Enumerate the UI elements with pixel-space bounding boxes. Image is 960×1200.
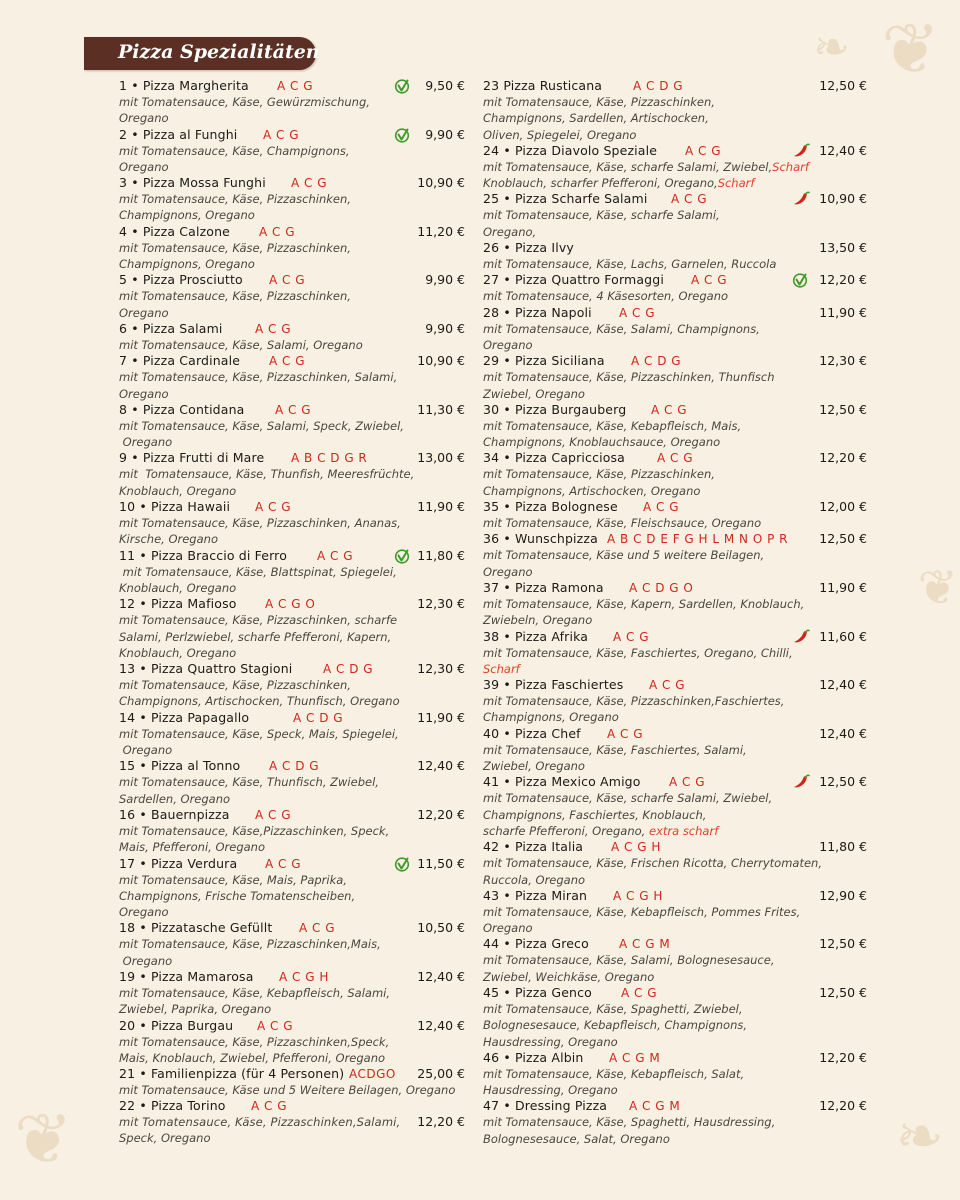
- menu-item: [119, 402, 465, 451]
- price: 12,50 €: [819, 401, 867, 417]
- pizza-name: 42 • Pizza Italia: [483, 839, 584, 855]
- allergen-codes: A C G: [317, 548, 354, 563]
- menu-item: [483, 629, 867, 678]
- price: 12,30 €: [417, 596, 465, 612]
- pizza-name: 14 • Pizza Papagallo: [119, 709, 250, 725]
- menu-item: [119, 710, 465, 759]
- menu-item-header: [119, 1018, 465, 1034]
- menu-item: [483, 1050, 867, 1099]
- spicy-label: Scharf: [772, 159, 809, 174]
- pizza-description: mit Tomatensauce, Käse, Fleischsauce, Oregano: [483, 516, 762, 531]
- menu-item-header: [119, 127, 465, 143]
- allergen-codes: A C D G: [323, 662, 374, 677]
- pizza-description: mit Tomatensauce, Käse, Pizzaschinken,Mais, Oregano: [119, 937, 381, 968]
- vegetarian-icon: [393, 856, 413, 872]
- pizza-description: mit Tomatensauce, Käse, Kebapfleisch, Salat, Hausdressing, Oregano: [483, 1066, 745, 1098]
- pizza-description: mit Tomatensauce, Käse, Pizzaschinken, Salami, Oregano: [119, 370, 398, 401]
- pizza-description: mit Tomatensauce, Käse, Salami, Bolognesesauce, Zwiebel, Weichkäse, Oregano: [483, 953, 775, 984]
- pizza-description: mit Tomatensauce, Käse, scharfe Salami, Zwiebel, Champignons, Faschiertes, Knoblauch, scharfe Pfefferoni, Oregano, extra scharf: [483, 791, 773, 838]
- pizza-description: mit Tomatensauce, Käse, Frischen Ricotta, Cherrytomaten, Ruccola, Oregano: [483, 856, 822, 887]
- pizza-description: mit Tomatensauce, Käse, Pizzaschinken, Champignons, Artischocken, Thunfisch, Oregano: [119, 678, 400, 709]
- pizza-name: 19 • Pizza Mamarosa: [119, 968, 254, 984]
- menu-column-right: [483, 78, 867, 1147]
- menu-item: [483, 1098, 867, 1147]
- pizza-name: 28 • Pizza Napoli: [483, 304, 592, 320]
- allergen-codes: A C G: [269, 354, 306, 369]
- allergen-codes: A C D G: [633, 79, 684, 93]
- price: 12,50 €: [819, 936, 867, 952]
- pizza-description: mit Tomatensauce, Käse und 5 Weitere Beilagen, Oregano: [119, 1083, 456, 1098]
- pizza-description: mit Tomatensauce, Käse, scharfe Salami, Zwiebel,Scharf Knoblauch, scharfer Pfefferoni, Oregano,Scharf: [483, 159, 809, 191]
- ornament-top-right: ❦: [881, 8, 940, 90]
- price: 9,50 €: [425, 78, 465, 93]
- menu-item-header: [483, 677, 867, 693]
- menu-item-header: [483, 78, 867, 94]
- price: 12,20 €: [819, 1098, 867, 1114]
- menu-item-header: [483, 936, 867, 952]
- pizza-description: mit Tomatensauce, Käse, Thunfisch, Zwiebel, Sardellen, Oregano: [119, 775, 379, 806]
- menu-item-header: [483, 305, 867, 321]
- price: 9,90 €: [425, 126, 465, 142]
- allergen-codes: A C D G O: [629, 580, 694, 595]
- pizza-name: 34 • Pizza Capricciosa: [483, 450, 625, 466]
- pizza-name: 24 • Pizza Diavolo Speziale: [483, 142, 658, 158]
- menu-item: [119, 596, 465, 661]
- price: 11,80 €: [417, 547, 465, 563]
- allergen-codes: A C G: [275, 402, 312, 417]
- allergen-codes: ACDGO: [349, 1067, 396, 1082]
- menu-item: [483, 888, 867, 937]
- pizza-name: 39 • Pizza Faschiertes: [483, 677, 624, 693]
- menu-item: [119, 450, 465, 499]
- menu-item-header: [483, 839, 867, 855]
- price: 11,30 €: [417, 401, 465, 417]
- allergen-codes: A C G: [251, 1099, 288, 1114]
- menu-item-header: [119, 450, 465, 466]
- allergen-codes: A C G: [257, 1018, 294, 1033]
- pizza-name: 9 • Pizza Frutti di Mare: [119, 450, 265, 466]
- pizza-description: mit Tomatensauce, Käse und 5 weitere Beilagen, Oregano: [483, 548, 765, 579]
- price: 11,60 €: [819, 628, 867, 644]
- menu-item: [119, 1098, 465, 1114]
- allergen-codes: A C G: [299, 921, 336, 936]
- menu-item-header: [119, 710, 465, 726]
- menu-item: [483, 272, 867, 304]
- allergen-codes: A C G: [649, 678, 686, 693]
- menu-item: [483, 531, 867, 580]
- price: 12,40 €: [417, 968, 465, 984]
- allergen-codes: A C G: [263, 127, 300, 142]
- pizza-description: mit Tomatensauce, Käse, Champignons, Oregano: [119, 143, 350, 174]
- ornament-mid-right: ❦: [917, 560, 958, 616]
- allergen-codes: A C G: [671, 192, 708, 207]
- menu-item-header: [483, 353, 867, 369]
- pizza-description: mit Tomatensauce, Käse, Salami, Oregano: [119, 337, 363, 352]
- menu-item: [119, 78, 465, 127]
- pizza-description: Speck, Oregano: [119, 1131, 211, 1146]
- price: 12,40 €: [417, 758, 465, 774]
- menu-item: [119, 321, 465, 353]
- pizza-description: mit Tomatensauce, Käse, Blattspinat, Spiegelei, Knoblauch, Oregano: [119, 564, 397, 595]
- pizza-name: 40 • Pizza Chef: [483, 725, 581, 741]
- menu-item: [119, 661, 465, 710]
- price: 11,90 €: [417, 709, 465, 725]
- pizza-name: 20 • Pizza Burgau: [119, 1017, 234, 1033]
- price: 11,20 €: [417, 223, 465, 239]
- pizza-description: mit Tomatensauce, Käse, Pizzaschinken, Champignons, Artischocken, Oregano: [483, 467, 715, 498]
- allergen-codes: A C G: [643, 500, 680, 515]
- allergen-codes: A C G: [255, 500, 292, 515]
- pizza-name: 35 • Pizza Bolognese: [483, 499, 618, 515]
- menu-item: [119, 1066, 465, 1098]
- menu-item-header: [483, 531, 867, 547]
- allergen-codes: A C G: [691, 273, 728, 288]
- spicy-label: extra scharf: [649, 823, 719, 838]
- price: 12,20 €: [819, 450, 867, 466]
- price: 10,90 €: [417, 175, 465, 191]
- pizza-description: mit Tomatensauce, Käse, Pizzaschinken, Champignons, Sardellen, Artischocken, Oliven, Spiegelei, Oregano: [483, 95, 715, 142]
- pizza-name: 41 • Pizza Mexico Amigo: [483, 774, 641, 790]
- menu-item-header: [483, 191, 867, 207]
- menu-item-header: [119, 548, 465, 564]
- price: 12,20 €: [819, 272, 867, 288]
- pizza-description: mit Tomatensauce, Käse, Kapern, Sardellen, Knoblauch, Zwiebeln, Oregano: [483, 596, 805, 628]
- pizza-name: 43 • Pizza Miran: [483, 887, 588, 903]
- pizza-name: 3 • Pizza Mossa Funghi: [119, 175, 266, 191]
- allergen-codes: A C G: [255, 321, 292, 336]
- allergen-codes: A C G: [277, 79, 314, 93]
- price: 12,40 €: [819, 142, 867, 158]
- menu-item-header: [119, 321, 465, 337]
- menu-item: [119, 224, 465, 273]
- menu-item: [119, 499, 465, 548]
- menu-item-header: [119, 856, 465, 872]
- pizza-name: 22 • Pizza Torino: [119, 1098, 226, 1114]
- allergen-codes: A C G M: [619, 937, 671, 952]
- menu-item: [119, 175, 465, 224]
- price: 12,50 €: [819, 984, 867, 1000]
- ornament-bottom-left: ❦: [14, 1098, 73, 1180]
- menu-item-header: [119, 920, 465, 936]
- price: 9,90 €: [425, 320, 465, 336]
- price: 13,00 €: [417, 450, 465, 466]
- price: 13,50 €: [819, 240, 867, 256]
- price: 12,20 €: [819, 1049, 867, 1065]
- pizza-name: 37 • Pizza Ramona: [483, 579, 604, 595]
- pizza-name: 36 • Wunschpizza: [483, 531, 598, 547]
- pizza-description: mit Tomatensauce, Käse, Faschiertes, Oregano, Chilli, Scharf: [483, 645, 793, 676]
- allergen-codes: A C G: [619, 305, 656, 320]
- pizza-name: 11 • Pizza Braccio di Ferro: [119, 547, 287, 563]
- menu-item-header: [483, 450, 867, 466]
- ornament-top-right-2: ❧: [813, 22, 850, 73]
- price: 11,80 €: [819, 839, 867, 855]
- menu-item: [483, 936, 867, 985]
- pizza-name: 2 • Pizza al Funghi: [119, 126, 238, 142]
- menu-item-header: [483, 499, 867, 515]
- vegetarian-icon: [393, 548, 413, 564]
- price: 11,90 €: [819, 304, 867, 320]
- menu-item-header: [483, 272, 867, 288]
- price: 12,30 €: [819, 353, 867, 369]
- allergen-codes: A C G: [621, 985, 658, 1000]
- allergen-codes: A C D G: [631, 354, 682, 369]
- pizza-description: mit Tomatensauce, Käse,Pizzaschinken, Speck, Mais, Pfefferoni, Oregano: [119, 823, 390, 855]
- menu-item-header: [483, 985, 867, 1001]
- price: 25,00 €: [417, 1066, 465, 1082]
- menu-item: [483, 985, 867, 1050]
- pizza-description: mit Tomatensauce, Käse, Kebapfleisch, Mais, Champignons, Knoblauchsauce, Oregano: [483, 418, 742, 450]
- allergen-codes: A C G: [269, 273, 306, 288]
- pizza-name: 25 • Pizza Scharfe Salami: [483, 191, 648, 207]
- pizza-description: mit Tomatensauce, Käse, Pizzaschinken, scharfe Salami, Perlzwiebel, scharfe Pfefferoni, Kapern, Knoblauch, Oregano: [119, 613, 398, 660]
- pizza-name: 17 • Pizza Verdura: [119, 855, 238, 871]
- pizza-name: 18 • Pizzatasche Gefüllt: [119, 920, 273, 936]
- allergen-codes: A C G: [613, 629, 650, 644]
- allergen-codes: A C G: [259, 224, 296, 239]
- allergen-codes: A C G: [651, 402, 688, 417]
- price: 12,40 €: [819, 677, 867, 693]
- pizza-description: mit Tomatensauce, Käse, Salami, Champignons, Oregano: [483, 321, 760, 352]
- pizza-description: mit Tomatensauce, Käse, Thunfish, Meeresfrüchte, Knoblauch, Oregano: [119, 467, 415, 498]
- pizza-name: 38 • Pizza Afrika: [483, 628, 589, 644]
- menu-item: [119, 920, 465, 969]
- menu-item: [483, 305, 867, 354]
- menu-item: [483, 191, 867, 240]
- menu-item-header: [483, 1050, 867, 1066]
- menu-item: [119, 548, 465, 597]
- pizza-description: mit Tomatensauce, Käse, Speck, Mais, Spiegelei, Oregano: [119, 726, 399, 758]
- vegetarian-icon: [791, 272, 811, 288]
- allergen-codes: A C D G: [293, 710, 344, 725]
- menu-item-header: [119, 499, 465, 515]
- menu-item: [483, 450, 867, 499]
- allergen-codes: A C G: [607, 726, 644, 741]
- allergen-codes: A C G: [291, 176, 328, 191]
- allergen-codes: A C G M: [629, 1099, 681, 1114]
- pizza-name: 21 • Familienpizza (für 4 Personen): [119, 1066, 345, 1082]
- pizza-description: mit Tomatensauce, Käse, Pizzaschinken,Speck, Mais, Knoblauch, Zwiebel, Pfefferoni, Oregano: [119, 1034, 390, 1065]
- menu-item-header: [119, 175, 465, 191]
- pizza-description: mit Tomatensauce, Käse, Pizzaschinken, Thunfisch Zwiebel, Oregano: [483, 370, 775, 401]
- allergen-codes: A C G: [255, 807, 292, 822]
- allergen-codes: A C G: [657, 451, 694, 466]
- pizza-description: mit Tomatensauce, Käse, Mais, Paprika, Champignons, Frische Tomatenscheiben, Oregano: [119, 872, 356, 920]
- chili-icon: [791, 629, 811, 645]
- price: 12,90 €: [819, 887, 867, 903]
- allergen-codes: A B C D G R: [291, 451, 368, 466]
- pizza-name: 5 • Pizza Prosciutto: [119, 272, 243, 288]
- menu-item-header: [119, 1066, 465, 1082]
- pizza-description: mit Tomatensauce, Käse, Kebapfleisch, Salami, Zwiebel, Paprika, Oregano: [119, 985, 391, 1017]
- menu-item: [119, 272, 465, 321]
- menu-item: [483, 726, 867, 775]
- allergen-codes: A C G: [669, 775, 706, 790]
- allergen-codes: A B C D E F G H L M N O P R: [607, 532, 788, 547]
- allergen-codes: A C G M: [609, 1050, 661, 1065]
- menu-item-header: [119, 661, 465, 677]
- menu-item-header: [119, 1114, 465, 1130]
- ornament-bottom-right: ❧: [895, 1102, 944, 1170]
- menu-item: [119, 969, 465, 1018]
- allergen-codes: A C G O: [265, 597, 316, 612]
- pizza-name: 8 • Pizza Contidana: [119, 401, 245, 417]
- pizza-name: 47 • Dressing Pizza: [483, 1098, 608, 1114]
- pizza-name: 46 • Pizza Albin: [483, 1049, 584, 1065]
- menu-item-header: [119, 224, 465, 240]
- vegetarian-icon: [393, 78, 413, 94]
- pizza-description: mit Tomatensauce, Käse, Pizzaschinken, Champignons, Oregano: [119, 240, 351, 272]
- menu-item: [483, 353, 867, 402]
- price: 11,50 €: [417, 855, 465, 871]
- pizza-description: mit Tomatensauce, Käse, Pizzaschinken, Champignons, Oregano: [119, 192, 351, 223]
- menu-item: [483, 839, 867, 888]
- pizza-description: mit Tomatensauce, Käse, Faschiertes, Salami, Zwiebel, Oregano: [483, 742, 747, 774]
- menu-item-header: [119, 402, 465, 418]
- vegetarian-icon: [393, 127, 413, 143]
- price: 10,90 €: [819, 191, 867, 207]
- price: 10,90 €: [417, 353, 465, 369]
- chili-icon: [791, 143, 811, 159]
- pizza-name: 26 • Pizza Ilvy: [483, 240, 574, 256]
- price: 9,90 €: [425, 272, 465, 288]
- menu-item: [483, 677, 867, 726]
- pizza-name: 12 • Pizza Mafioso: [119, 596, 237, 612]
- price: 12,50 €: [819, 78, 867, 93]
- pizza-name: 29 • Pizza Siciliana: [483, 353, 605, 369]
- menu-item-header: [119, 596, 465, 612]
- pizza-name: 7 • Pizza Cardinale: [119, 353, 241, 369]
- menu-item-header: [483, 143, 867, 159]
- menu-item: [483, 499, 867, 531]
- price: 12,00 €: [819, 499, 867, 515]
- menu-item: [119, 807, 465, 856]
- price: 12,20 €: [417, 806, 465, 822]
- allergen-codes: A C G H: [279, 969, 329, 984]
- price: 11,90 €: [819, 579, 867, 595]
- pizza-name: 27 • Pizza Quattro Formaggi: [483, 272, 664, 288]
- pizza-description: mit Tomatensauce, Käse, Pizzaschinken, Oregano: [119, 289, 351, 320]
- chili-icon: [791, 191, 811, 207]
- pizza-description: mit Tomatensauce, Käse, Pizzaschinken, Ananas, Kirsche, Oregano: [119, 516, 401, 547]
- chili-icon: [791, 774, 811, 790]
- menu-item: [483, 774, 867, 839]
- menu-item-header: [483, 774, 867, 790]
- menu-item-header: [119, 78, 465, 94]
- menu-item-header: [483, 1098, 867, 1114]
- pizza-name: 16 • Bauernpizza: [119, 806, 230, 822]
- pizza-name: mit Tomatensauce, Käse, Pizzaschinken,Salami,: [119, 1115, 401, 1130]
- allergen-codes: A C D G: [269, 759, 320, 774]
- allergen-codes: A C G H: [611, 840, 661, 855]
- price: 10,50 €: [417, 920, 465, 936]
- pizza-description: mit Tomatensauce, Käse, Gewürzmischung, Oregano: [119, 95, 370, 126]
- price: 12,40 €: [417, 1017, 465, 1033]
- pizza-name: 10 • Pizza Hawaii: [119, 499, 231, 515]
- pizza-name: 23 Pizza Rusticana: [483, 78, 603, 93]
- pizza-name: 15 • Pizza al Tonno: [119, 758, 241, 774]
- menu-item: [119, 758, 465, 807]
- pizza-description: mit Tomatensauce, Käse, Spaghetti, Zwiebel, Bolognesesauce, Kebapfleisch, Champignons, Hausdressing, Oregano: [483, 1001, 748, 1049]
- menu-item-header: [119, 807, 465, 823]
- price: 12,50 €: [819, 531, 867, 547]
- allergen-codes: A C G H: [613, 888, 663, 903]
- pizza-name: 44 • Pizza Greco: [483, 936, 589, 952]
- pizza-description: mit Tomatensauce, Käse, Kebapfleisch, Pommes Frites, Oregano: [483, 904, 801, 936]
- menu-item: [483, 580, 867, 629]
- menu-item-header: [483, 580, 867, 596]
- price: 12,20 €: [417, 1114, 465, 1130]
- pizza-name: 4 • Pizza Calzone: [119, 223, 230, 239]
- menu-column-left: [119, 78, 465, 1147]
- menu-item-header: [119, 758, 465, 774]
- price: 12,40 €: [819, 725, 867, 741]
- menu-item-header: [119, 1098, 465, 1114]
- menu-item-header: [119, 272, 465, 288]
- menu-item: [483, 143, 867, 192]
- section-title: Pizza Spezialitäten: [118, 41, 320, 63]
- menu-item: [119, 353, 465, 402]
- menu-item: [119, 127, 465, 176]
- spicy-label: Scharf: [483, 661, 520, 676]
- pizza-description: mit Tomatensauce, Käse, scharfe Salami, Oregano,: [483, 208, 720, 239]
- section-title-banner: [84, 37, 320, 70]
- menu-item-header: [483, 402, 867, 418]
- menu-item-header: [483, 240, 867, 256]
- menu-item-header: [483, 726, 867, 742]
- pizza-description: mit Tomatensauce, Käse, Spaghetti, Hausdressing, Bolognesesauce, Salat, Oregano: [483, 1115, 776, 1146]
- pizza-description: mit Tomatensauce, Käse, Salami, Speck, Zwiebel, Oregano: [119, 418, 404, 450]
- pizza-name: 6 • Pizza Salami: [119, 320, 223, 336]
- allergen-codes: A C G: [265, 856, 302, 871]
- pizza-description: mit Tomatensauce, Käse, Pizzaschinken,Faschiertes, Champignons, Oregano: [483, 694, 785, 725]
- menu-item: [119, 856, 465, 921]
- pizza-name: 30 • Pizza Burgauberg: [483, 401, 627, 417]
- menu-item: [483, 240, 867, 272]
- spicy-label: Scharf: [717, 176, 755, 191]
- price: 12,50 €: [819, 774, 867, 790]
- pizza-name: 1 • Pizza Margherita: [119, 78, 249, 93]
- allergen-codes: A C G: [685, 143, 722, 158]
- price: 12,30 €: [417, 661, 465, 677]
- menu-item: [119, 1114, 465, 1146]
- menu-item-header: [483, 888, 867, 904]
- menu-item: [483, 402, 867, 451]
- menu-item-header: [483, 629, 867, 645]
- pizza-description: mit Tomatensauce, Käse, Lachs, Garnelen, Ruccola: [483, 257, 777, 272]
- pizza-name: 13 • Pizza Quattro Stagioni: [119, 661, 293, 677]
- pizza-description: mit Tomatensauce, 4 Käsesorten, Oregano: [483, 289, 729, 304]
- pizza-name: 45 • Pizza Genco: [483, 984, 592, 1000]
- menu-item-header: [119, 969, 465, 985]
- menu-item-header: [119, 353, 465, 369]
- menu-item: [119, 1018, 465, 1067]
- price: 11,90 €: [417, 499, 465, 515]
- menu-item: [483, 78, 867, 143]
